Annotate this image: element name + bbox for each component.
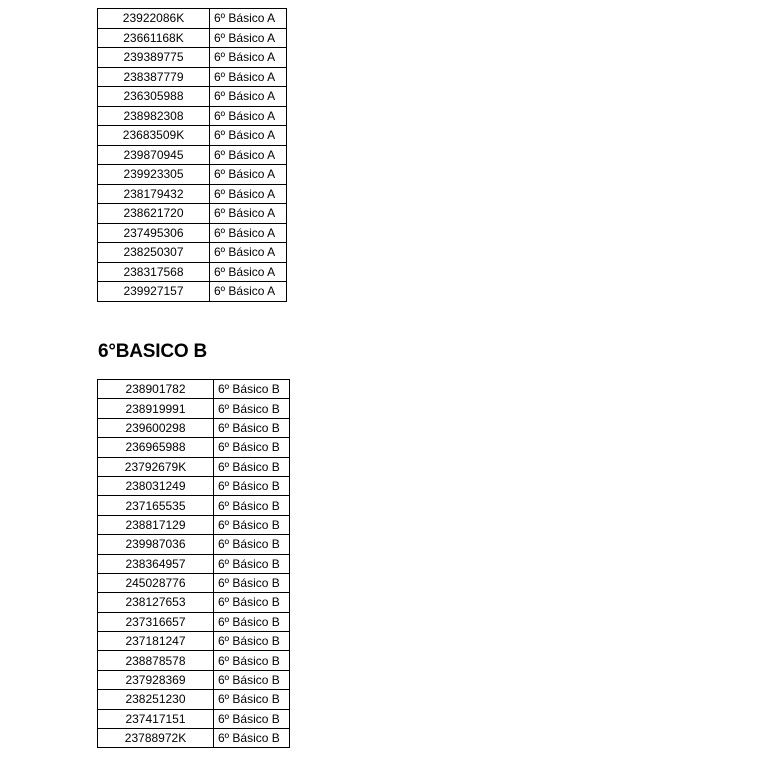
- course-cell: 6º Básico B: [214, 593, 290, 612]
- table-row: [98, 612, 290, 631]
- course-cell: 6º Básico B: [214, 573, 290, 592]
- student-id-cell: 238251230: [98, 690, 214, 709]
- student-id-cell: 237181247: [98, 632, 214, 651]
- table-row: [98, 106, 287, 126]
- course-cell: 6º Básico B: [214, 612, 290, 631]
- student-id-cell: 239923305: [98, 165, 210, 185]
- table-row: [98, 48, 287, 68]
- course-cell: 6º Básico B: [214, 535, 290, 554]
- table-row: [98, 223, 287, 243]
- student-id-cell: 238817129: [98, 515, 214, 534]
- course-cell: 6º Básico A: [210, 145, 287, 165]
- student-id-cell: 237928369: [98, 670, 214, 689]
- table-row: [98, 145, 287, 165]
- course-cell: 6º Básico A: [210, 106, 287, 126]
- table-row: [98, 690, 290, 709]
- student-id-cell: 238982308: [98, 106, 210, 126]
- student-id-cell: 238031249: [98, 476, 214, 495]
- student-id-cell: 238878578: [98, 651, 214, 670]
- course-cell: 6º Básico A: [210, 262, 287, 282]
- course-cell: 6º Básico A: [210, 243, 287, 263]
- course-cell: 6º Básico B: [214, 515, 290, 534]
- student-id-cell: 23792679K: [98, 457, 214, 476]
- table-row: [98, 535, 290, 554]
- course-cell: 6º Básico A: [210, 28, 287, 48]
- student-id-cell: 237165535: [98, 496, 214, 515]
- table-row: [98, 184, 287, 204]
- student-id-cell: 238387779: [98, 67, 210, 87]
- student-id-cell: 238364957: [98, 554, 214, 573]
- table-row: [98, 399, 290, 418]
- table-row: [98, 282, 287, 302]
- course-cell: 6º Básico B: [214, 632, 290, 651]
- student-id-cell: 23683509K: [98, 126, 210, 146]
- table-row: [98, 204, 287, 224]
- table-row: [98, 457, 290, 476]
- table-row: [98, 126, 287, 146]
- course-cell: 6º Básico A: [210, 126, 287, 146]
- student-id-cell: 238179432: [98, 184, 210, 204]
- roster-table-6a-body: [98, 9, 287, 302]
- student-id-cell: 23661168K: [98, 28, 210, 48]
- roster-table-6b-body: [98, 380, 290, 748]
- table-row: [98, 87, 287, 107]
- student-id-cell: 239987036: [98, 535, 214, 554]
- table-row: [98, 670, 290, 689]
- student-id-cell: 238317568: [98, 262, 210, 282]
- course-cell: 6º Básico B: [214, 496, 290, 515]
- section-heading-6b: 6°BASICO B: [98, 341, 208, 362]
- table-row: [98, 554, 290, 573]
- student-id-cell: 237495306: [98, 223, 210, 243]
- course-cell: 6º Básico A: [210, 87, 287, 107]
- table-row: [98, 165, 287, 185]
- student-id-cell: 238621720: [98, 204, 210, 224]
- course-cell: 6º Básico B: [214, 476, 290, 495]
- course-cell: 6º Básico A: [210, 9, 287, 29]
- student-id-cell: 237316657: [98, 612, 214, 631]
- course-cell: 6º Básico B: [214, 709, 290, 728]
- course-cell: 6º Básico A: [210, 165, 287, 185]
- course-cell: 6º Básico A: [210, 282, 287, 302]
- course-cell: 6º Básico B: [214, 457, 290, 476]
- student-id-cell: 236305988: [98, 87, 210, 107]
- student-id-cell: 238127653: [98, 593, 214, 612]
- table-row: [98, 9, 287, 29]
- course-cell: 6º Básico B: [214, 729, 290, 748]
- course-cell: 6º Básico A: [210, 48, 287, 68]
- table-row: [98, 496, 290, 515]
- course-cell: 6º Básico B: [214, 418, 290, 437]
- course-cell: 6º Básico A: [210, 67, 287, 87]
- table-row: [98, 632, 290, 651]
- table-row: [98, 262, 287, 282]
- roster-table-6a: [97, 8, 287, 302]
- table-row: [98, 418, 290, 437]
- student-id-cell: 237417151: [98, 709, 214, 728]
- table-row: [98, 593, 290, 612]
- course-cell: 6º Básico A: [210, 223, 287, 243]
- student-id-cell: 238901782: [98, 380, 214, 399]
- table-row: [98, 476, 290, 495]
- table-row: [98, 729, 290, 748]
- table-row: [98, 709, 290, 728]
- student-id-cell: 23788972K: [98, 729, 214, 748]
- table-row: [98, 380, 290, 399]
- course-cell: 6º Básico A: [210, 204, 287, 224]
- course-cell: 6º Básico B: [214, 651, 290, 670]
- roster-table-6b: [97, 379, 290, 748]
- student-id-cell: 239870945: [98, 145, 210, 165]
- student-id-cell: 238250307: [98, 243, 210, 263]
- student-id-cell: 239389775: [98, 48, 210, 68]
- course-cell: 6º Básico B: [214, 670, 290, 689]
- table-row: [98, 438, 290, 457]
- table-row: [98, 651, 290, 670]
- table-row: [98, 67, 287, 87]
- student-id-cell: 239927157: [98, 282, 210, 302]
- student-id-cell: 238919991: [98, 399, 214, 418]
- student-id-cell: 236965988: [98, 438, 214, 457]
- table-row: [98, 515, 290, 534]
- course-cell: 6º Básico B: [214, 380, 290, 399]
- course-cell: 6º Básico A: [210, 184, 287, 204]
- student-id-cell: 245028776: [98, 573, 214, 592]
- course-cell: 6º Básico B: [214, 690, 290, 709]
- table-row: [98, 28, 287, 48]
- course-cell: 6º Básico B: [214, 554, 290, 573]
- course-cell: 6º Básico B: [214, 399, 290, 418]
- table-row: [98, 243, 287, 263]
- course-cell: 6º Básico B: [214, 438, 290, 457]
- student-id-cell: 23922086K: [98, 9, 210, 29]
- table-row: [98, 573, 290, 592]
- student-id-cell: 239600298: [98, 418, 214, 437]
